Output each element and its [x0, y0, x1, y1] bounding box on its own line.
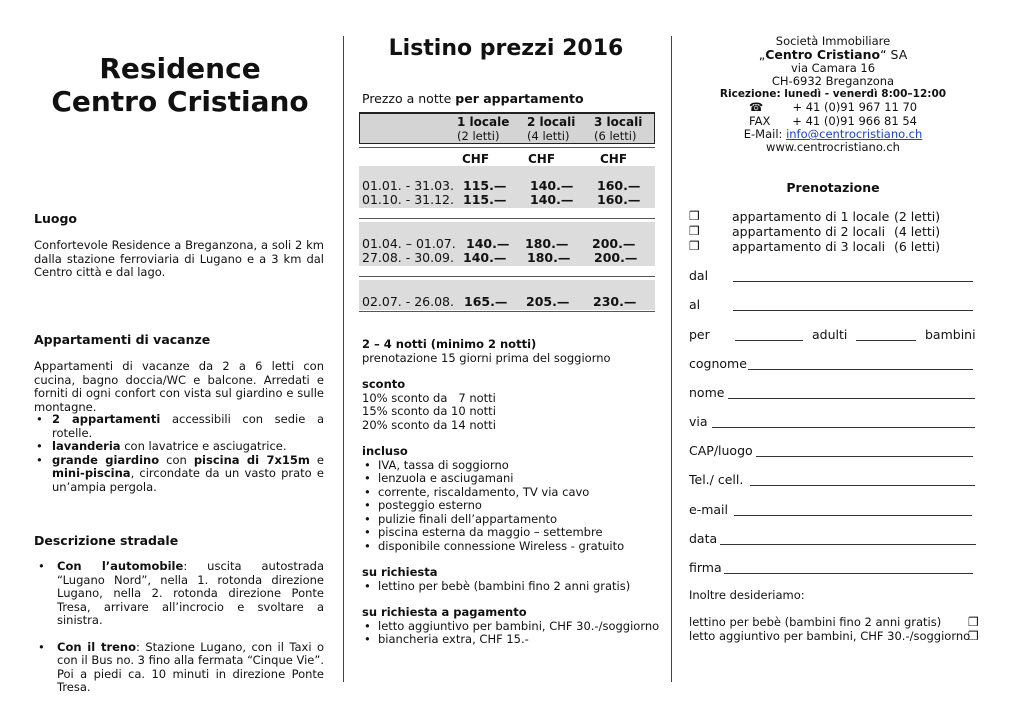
field-label-per: per: [689, 327, 710, 342]
reception-hours: Ricezione: lunedì - venerdì 8:00–12:00: [719, 88, 947, 101]
field-label-al: al: [689, 297, 701, 312]
price-cell: 165.—: [464, 294, 508, 309]
currency-2: CHF: [528, 152, 556, 166]
on-request-heading: su richiesta: [362, 565, 438, 579]
website[interactable]: www.centrocristiano.ch: [766, 140, 900, 155]
booking-heading: Prenotazione: [786, 180, 880, 195]
field-label-via: via: [689, 414, 708, 429]
discount-heading: sconto: [362, 377, 406, 391]
list-item: • lenzuola e asciugamani: [362, 472, 662, 486]
field-input-via[interactable]: [712, 427, 975, 428]
divider: [359, 311, 655, 312]
checkbox-icon[interactable]: ❒: [689, 239, 700, 253]
field-label-data: data: [689, 531, 718, 546]
price-cell: 160.—: [597, 192, 641, 207]
title-line-1: Residence: [99, 52, 261, 85]
price-cell: 180.—: [525, 236, 569, 251]
list-item: • grande giardino con piscina di 7x15m e mini-piscina, circondate da un vasto prato e un’ampia pergola.: [34, 454, 324, 495]
table-row: 27.08. - 30.09.: [362, 250, 454, 265]
field-input-firma[interactable]: [724, 573, 973, 574]
currency-1: CHF: [462, 152, 490, 166]
field-input-cognome[interactable]: [748, 369, 973, 370]
list-item: • corrente, riscaldamento, TV via cavo: [362, 486, 662, 500]
extra-option: lettino per bebè (bambini fino 2 anni gratis): [689, 615, 942, 629]
price-cell: 140.—: [530, 178, 574, 193]
option-beds: (6 letti): [894, 239, 941, 254]
price-cell: 205.—: [526, 294, 570, 309]
paid-request-heading: su richiesta a pagamento: [362, 605, 527, 619]
divider: [359, 276, 655, 277]
fax-line: FAX + 41 (0)91 966 81 54: [749, 113, 917, 128]
conditions-block: [362, 338, 662, 647]
field-input-children[interactable]: [856, 340, 916, 341]
option-label: appartamento di 1 locale: [732, 209, 890, 224]
option-label: appartamento di 2 locali: [732, 224, 886, 239]
discount-item: 10% sconto da 7 notti: [362, 390, 496, 405]
phone-line: ☎ + 41 (0)91 967 11 70: [748, 100, 918, 115]
checkbox-icon[interactable]: ❒: [689, 224, 700, 238]
phone-icon: ☎: [748, 100, 764, 115]
list-item: • Con l’automobile: uscita autostrada “Lugano Nord”, nella 1. rotonda direzione Lugano, nella 2. rotonda direzione Ponte Tresa, arrivare all’incrocio e svoltare a sinistra.: [34, 560, 324, 628]
field-label-email: e-mail: [689, 502, 728, 517]
included-list: [362, 459, 662, 554]
discount-item: 15% sconto da 10 notti: [362, 404, 496, 418]
table-row: 01.04. – 01.07.: [362, 236, 456, 251]
field-input-data[interactable]: [720, 544, 976, 545]
checkbox-icon[interactable]: ❒: [968, 615, 979, 629]
nights-text: prenotazione 15 giorni prima del soggiorno: [362, 350, 611, 365]
list-item: • piscina esterna da maggio – settembre: [362, 526, 662, 540]
list-item: • lettino per bebè (bambini fino 2 anni gratis): [362, 580, 662, 594]
email-line: E-Mail: info@centrocristiano.ch: [743, 127, 923, 142]
column-header-1: 1 locale (2 letti): [457, 115, 510, 143]
company-address: [680, 35, 986, 155]
road-description-heading: Descrizione stradale: [34, 533, 179, 548]
price-cell: 115.—: [463, 178, 507, 193]
table-row: 01.10. - 31.12.: [362, 192, 454, 207]
on-request-list: [362, 580, 662, 594]
street: via Camara 16: [790, 60, 876, 75]
extra-option: letto aggiuntivo per bambini, CHF 30.-/soggiorno: [689, 629, 971, 643]
field-label-cognome: cognome: [689, 356, 747, 371]
city: CH-6932 Breganzona: [771, 73, 895, 88]
option-beds: (2 letti): [894, 209, 941, 224]
list-item: • pulizie finali dell’appartamento: [362, 513, 662, 527]
price-cell: 140.—: [466, 236, 510, 251]
included-heading: incluso: [362, 444, 408, 458]
price-cell: 160.—: [597, 178, 641, 193]
list-item: • biancheria extra, CHF 15.-: [362, 633, 662, 647]
list-item: • IVA, tassa di soggiorno: [362, 459, 662, 473]
field-input-adults[interactable]: [735, 340, 803, 341]
price-cell: 200.—: [592, 236, 636, 251]
field-input-dal[interactable]: [733, 281, 973, 282]
field-label-bambini: bambini: [925, 327, 976, 342]
list-item: • disponibile connessione Wireless - gratuito: [362, 540, 662, 554]
list-item: • lavanderia con lavatrice e asciugatrice.: [34, 440, 324, 454]
option-beds: (4 letti): [894, 224, 941, 239]
discount-item: 20% sconto da 14 notti: [362, 417, 496, 432]
list-item: • posteggio esterno: [362, 499, 662, 513]
checkbox-icon[interactable]: ❒: [968, 629, 979, 643]
road-description-list: [34, 560, 324, 695]
price-cell: 140.—: [530, 192, 574, 207]
field-input-nome[interactable]: [728, 398, 975, 399]
column-divider-right: [671, 36, 672, 682]
list-item: • Con il treno: Stazione Lugano, con il Taxi o con il Bus no. 3 fino alla fermata “Cinque Vie”. Poi a piedi ca. 10 minuti in direzione Ponte Tresa.: [34, 641, 324, 695]
luogo-text: Confortevole Residence a Breganzona, a soli 2 km dalla stazione ferroviaria di Lugano e a 3 km dal Centro città e dal lago.: [34, 238, 324, 279]
company-name: „Centro Cristiano“ SA: [758, 47, 908, 63]
column-header-3: 3 locali (6 letti): [594, 115, 643, 143]
option-label: appartamento di 3 locali: [732, 239, 886, 254]
price-cell: 230.—: [593, 294, 637, 309]
residence-title: [30, 52, 330, 118]
price-cell: 200.—: [594, 250, 638, 265]
field-input-cap[interactable]: [756, 456, 973, 457]
list-item: • 2 appartamenti accessibili con sedie a rotelle.: [34, 413, 324, 440]
field-label-dal: dal: [689, 268, 709, 283]
price-list-title: Listino prezzi 2016: [388, 36, 624, 61]
table-row: 02.07. - 26.08.: [362, 294, 454, 309]
luogo-heading: Luogo: [34, 211, 77, 226]
field-label-cap: CAP/luogo: [689, 443, 753, 458]
price-cell: 180.—: [527, 250, 571, 265]
apartments-text: Appartamenti di vacanze da 2 a 6 letti con cucina, bagno doccia/WC e balcone. Arredati e forniti di ogni confort con vista sul giardino e sulle montagne.: [34, 359, 324, 414]
field-label-nome: nome: [689, 385, 725, 400]
table-row: 01.01. - 31.03.: [362, 178, 454, 193]
email-link[interactable]: info@centrocristiano.ch: [786, 127, 923, 142]
price-cell: 115.—: [463, 192, 507, 207]
apartments-features-list: [34, 413, 324, 494]
field-label-adulti: adulti: [812, 327, 848, 342]
field-input-al[interactable]: [733, 310, 973, 311]
apartments-heading: Appartamenti di vacanze: [34, 332, 211, 347]
price-subtitle: Prezzo a notte per appartamento: [362, 91, 584, 106]
nights-heading: 2 – 4 notti (minimo 2 notti): [362, 337, 537, 351]
field-input-tel[interactable]: [750, 485, 975, 486]
column-divider-left: [343, 36, 344, 682]
divider: [359, 218, 655, 219]
field-label-tel: Tel./ cell.: [689, 472, 744, 487]
currency-3: CHF: [600, 152, 628, 166]
divider: [359, 147, 655, 148]
paid-request-list: [362, 620, 662, 647]
checkbox-icon[interactable]: ❒: [689, 209, 700, 223]
field-label-firma: firma: [689, 560, 722, 575]
field-input-email[interactable]: [734, 515, 972, 516]
column-header-2: 2 locali (4 letti): [527, 115, 576, 143]
title-line-2: Centro Cristiano: [51, 85, 309, 118]
price-cell: 140.—: [463, 250, 507, 265]
extras-heading: Inoltre desideriamo:: [689, 588, 805, 602]
list-item: • letto aggiuntivo per bambini, CHF 30.-/soggiorno: [362, 620, 662, 634]
company-line: Società Immobiliare: [775, 34, 891, 48]
